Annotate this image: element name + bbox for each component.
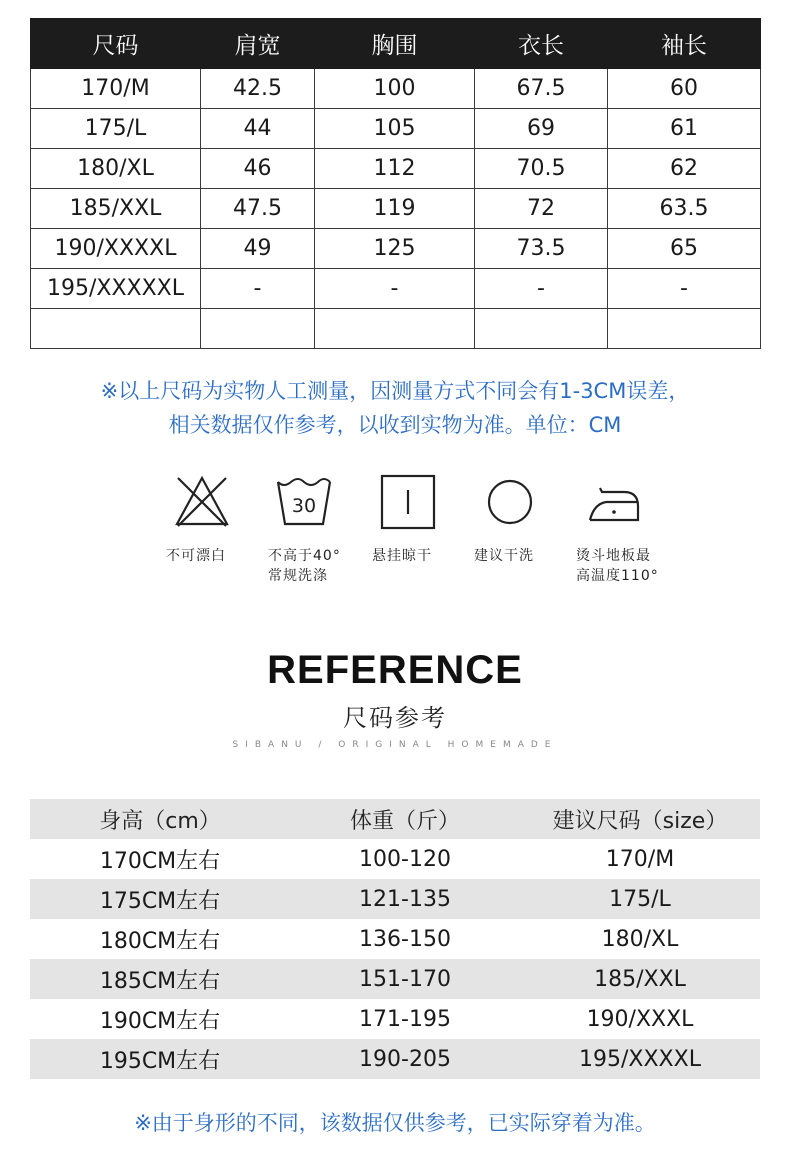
table-cell: 190-205 [290, 1039, 520, 1079]
measurement-note-line2: 相关数据仅作参考，以收到实物为准。单位：CM [168, 413, 622, 437]
table-cell: 180/XL [601, 926, 679, 952]
dry-clean-icon [480, 472, 540, 532]
table-cell: 69 [475, 109, 608, 149]
table-row [31, 69, 761, 109]
table-cell: 100-120 [359, 846, 451, 872]
table-cell: 121-135 [290, 879, 520, 919]
table-cell: 185/XXL [31, 189, 201, 229]
table-cell: 195CM左右 [30, 1039, 290, 1079]
table-cell: 185CM左右 [30, 959, 290, 999]
table-cell: - [608, 269, 761, 309]
table-cell: 151-170 [290, 959, 520, 999]
header-chest: 胸围 [315, 19, 475, 69]
care-label: 建议干洗 [474, 548, 534, 564]
header-size: 尺码 [31, 19, 201, 69]
ref-table-header-row [30, 799, 760, 839]
table-cell: 100 [315, 69, 475, 109]
hang-dry-icon [378, 472, 438, 532]
table-cell: 175/L [31, 109, 201, 149]
table-cell: 62 [608, 149, 761, 189]
table-cell: 47.5 [201, 189, 315, 229]
table-cell: 112 [315, 149, 475, 189]
table-cell: 180/XL [31, 149, 201, 189]
table-cell: 171-195 [359, 1006, 451, 1032]
table-row [31, 229, 761, 269]
reference-tagline: SIBANU / ORIGINAL HOMEMADE [232, 740, 558, 750]
table-cell: 119 [315, 189, 475, 229]
care-label: 烫斗地板最 高温度110° [576, 548, 659, 584]
size-table [30, 18, 761, 349]
table-cell: 175/L [520, 879, 760, 919]
table-row-empty [31, 309, 761, 349]
table-cell: 42.5 [201, 69, 315, 109]
no-bleach-icon [172, 472, 232, 532]
table-row [30, 839, 760, 879]
table-cell: 175CM左右 [30, 879, 290, 919]
header-sleeve: 袖长 [608, 19, 761, 69]
table-cell [475, 309, 608, 349]
table-cell: 185/XXL [520, 959, 760, 999]
measurement-note-line1: ※以上尺码为实物人工测量，因测量方式不同会有1-3CM误差， [100, 379, 690, 403]
table-row [31, 109, 761, 149]
table-row [31, 149, 761, 189]
reference-title: REFERENCE [267, 648, 523, 692]
table-cell: 180CM左右 [99, 928, 221, 954]
table-cell: 190CM左右 [99, 1008, 221, 1034]
wash-temp-label: 30 [291, 495, 317, 517]
table-row [30, 879, 760, 919]
table-row [30, 919, 760, 959]
table-cell: - [201, 269, 315, 309]
table-cell: 195/XXXXL [520, 1039, 760, 1079]
table-cell [201, 309, 315, 349]
table-cell: 125 [315, 229, 475, 269]
table-cell: 60 [608, 69, 761, 109]
table-row [31, 189, 761, 229]
header-length: 衣长 [475, 19, 608, 69]
table-cell [608, 309, 761, 349]
table-cell: - [315, 269, 475, 309]
table-cell: 61 [608, 109, 761, 149]
wash-30-icon [274, 472, 334, 532]
table-cell: 46 [201, 149, 315, 189]
table-cell: 190/XXXL [586, 1006, 694, 1032]
reference-subtitle: 尺码参考 [343, 704, 447, 732]
table-row [30, 1039, 760, 1079]
table-cell: 70.5 [475, 149, 608, 189]
table-cell: 105 [315, 109, 475, 149]
table-cell: 72 [475, 189, 608, 229]
care-label: 不高于40° 常规洗涤 [268, 548, 341, 584]
size-reference-table [30, 799, 760, 1079]
table-cell: 170CM左右 [99, 848, 221, 874]
table-cell: 65 [608, 229, 761, 269]
care-label: 不可漂白 [166, 548, 226, 564]
table-row [30, 959, 760, 999]
table-cell: 67.5 [475, 69, 608, 109]
fit-note: ※由于身形的不同，该数据仅供参考，已实际穿着为准。 [134, 1111, 656, 1135]
table-cell: 170/M [605, 846, 675, 872]
iron-icon [582, 472, 642, 532]
care-label: 悬挂晾干 [372, 548, 432, 564]
table-cell: 170/M [31, 69, 201, 109]
header-shoulder: 肩宽 [201, 19, 315, 69]
size-table-header-row [31, 19, 761, 69]
table-cell: 136-150 [359, 926, 451, 952]
table-cell [31, 309, 201, 349]
table-cell: 190/XXXXL [31, 229, 201, 269]
table-cell [315, 309, 475, 349]
table-cell: 49 [201, 229, 315, 269]
table-cell: 73.5 [475, 229, 608, 269]
header-weight: 体重（斤） [290, 799, 520, 839]
table-cell: 63.5 [608, 189, 761, 229]
table-cell: 195/XXXXXL [31, 269, 201, 309]
table-cell: 44 [201, 109, 315, 149]
header-suggested-size: 建议尺码（size） [520, 799, 760, 839]
table-row [31, 269, 761, 309]
table-row [30, 999, 760, 1039]
header-height: 身高（cm） [30, 799, 290, 839]
table-cell: - [475, 269, 608, 309]
measurement-note [20, 374, 770, 442]
